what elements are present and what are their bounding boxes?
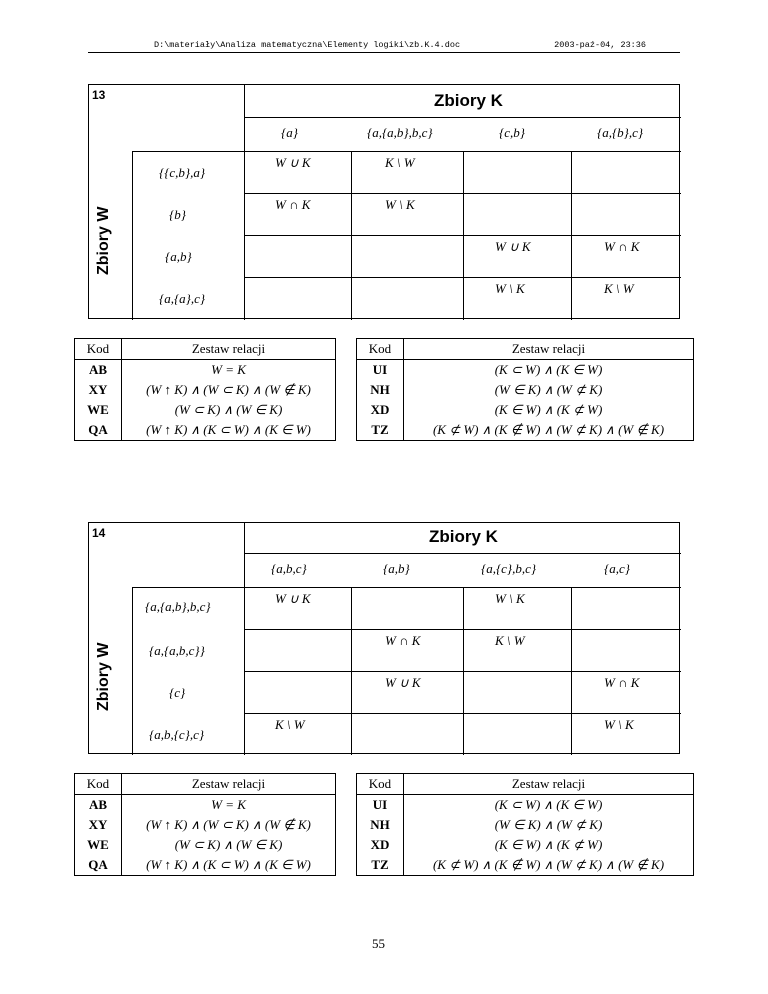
file-date: 2003-paź-04, 23:36 [554,40,646,50]
cell: W ∪ K [275,591,311,606]
table-row: XD (K ∈ W) ∧ (K ⊄ W) [357,835,694,855]
page-header [88,40,680,53]
problem-13 [86,84,680,437]
w-set-3: {a,b} [165,249,192,264]
table-row: XY (W ↑ K) ∧ (W ⊂ K) ∧ (W ∉ K) [75,815,336,835]
table-row: NH (W ∈ K) ∧ (W ⊄ K) [357,380,694,400]
k-set-4: {a,c} [604,561,630,576]
table-row: AB W = K [75,360,336,381]
table-row: NH (W ∈ K) ∧ (W ⊄ K) [357,815,694,835]
left-relations-table: Kod Zestaw relacji AB W = K XY (W ↑ K) ∧ (W ⊂ K) ∧ (W ∉ K) WE (W ⊂ K) ∧ (W ∈ K) QA (W ↑ K) ∧ (K ⊂ W) ∧ (K ∈ W) [74,338,336,441]
w-set-2: {a,{a,b,c}} [149,643,205,658]
sets-grid [88,522,680,754]
k-set-2: {a,{a,b},b,c} [367,125,433,140]
k-sets-title: Zbiory K [429,527,498,546]
cell: W \ K [604,717,634,732]
sets-grid [88,84,680,319]
left-relations-table: Kod Zestaw relacji AB W = K XY (W ↑ K) ∧ (W ⊂ K) ∧ (W ∉ K) WE (W ⊂ K) ∧ (W ∈ K) QA (W ↑ K) ∧ (K ⊂ W) ∧ (K ∈ W) [74,773,336,876]
k-set-4: {a,{b},c} [597,125,644,140]
w-sets-title: Zbiory W [95,206,112,275]
file-path: D:\materiały\Analiza matematyczna\Elementy logiki\zb.K.4.doc [154,40,461,50]
table-row: QA (W ↑ K) ∧ (K ⊂ W) ∧ (K ∈ W) [75,855,336,876]
right-relations-table: Kod Zestaw relacji UI (K ⊂ W) ∧ (K ∈ W) NH (W ∈ K) ∧ (W ⊄ K) XD (K ∈ W) ∧ (K ⊄ W) TZ (K ⊄ W) ∧ (K ∉ W) ∧ (W ⊄ K) ∧ (W ∉ K) [356,773,694,876]
table-row: WE (W ⊂ K) ∧ (W ∈ K) [75,400,336,420]
page-number: 55 [372,936,385,951]
w-set-3: {c} [169,685,186,700]
table-row: WE (W ⊂ K) ∧ (W ∈ K) [75,835,336,855]
k-set-3: {a,{c},b,c} [481,561,537,576]
cell: W \ K [385,197,415,212]
cell: W ∩ K [275,197,311,212]
w-set-4: {a,{a},c} [159,291,206,306]
k-set-3: {c,b} [499,125,525,140]
cell: W ∩ K [604,675,640,690]
table-row: TZ (K ⊄ W) ∧ (K ∉ W) ∧ (W ⊄ K) ∧ (W ∉ K) [357,855,694,876]
k-set-1: {a,b,c} [271,561,307,576]
table-row: XD (K ∈ W) ∧ (K ⊄ W) [357,400,694,420]
cell: W ∩ K [604,239,640,254]
k-sets-title: Zbiory K [434,91,503,110]
problem-number: 14 [92,526,106,540]
table-row: UI (K ⊂ W) ∧ (K ∈ W) [357,360,694,381]
problem-14 [86,522,680,872]
cell: K \ W [275,717,305,732]
w-set-1: {{c,b},a} [159,165,206,180]
cell: K \ W [495,633,525,648]
problem-number: 13 [92,88,106,102]
table-row: XY (W ↑ K) ∧ (W ⊂ K) ∧ (W ∉ K) [75,380,336,400]
table-row: AB W = K [75,795,336,816]
w-set-2: {b} [169,207,186,222]
cell: W \ K [495,591,525,606]
k-set-2: {a,b} [383,561,410,576]
cell: W ∪ K [495,239,531,254]
cell: K \ W [385,155,415,170]
cell: W ∪ K [385,675,421,690]
right-relations-table: Kod Zestaw relacji UI (K ⊂ W) ∧ (K ∈ W) NH (W ∈ K) ∧ (W ⊄ K) XD (K ∈ W) ∧ (K ⊄ W) TZ (K ⊄ W) ∧ (K ∉ W) ∧ (W ⊄ K) ∧ (W ∉ K) [356,338,694,441]
k-set-1: {a} [281,125,298,140]
cell: K \ W [604,281,634,296]
table-row: UI (K ⊂ W) ∧ (K ∈ W) [357,795,694,816]
table-row: TZ (K ⊄ W) ∧ (K ∉ W) ∧ (W ⊄ K) ∧ (W ∉ K) [357,420,694,441]
w-set-4: {a,b,{c},c} [149,727,205,742]
w-set-1: {a,{a,b},b,c} [145,599,211,614]
cell: W ∪ K [275,155,311,170]
cell: W ∩ K [385,633,421,648]
table-row: QA (W ↑ K) ∧ (K ⊂ W) ∧ (K ∈ W) [75,420,336,441]
w-sets-title: Zbiory W [95,642,112,711]
cell: W \ K [495,281,525,296]
